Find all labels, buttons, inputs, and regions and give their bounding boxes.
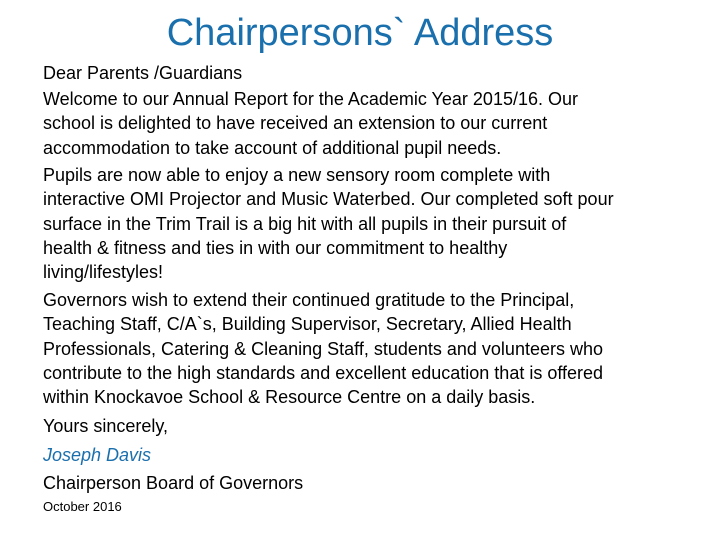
- text-line: within Knockavoe School & Resource Centre on a daily basis.: [43, 387, 536, 408]
- text-line: school is delighted to have received an extension to our current: [43, 113, 548, 134]
- text-line: health & fitness and ties in with our commitment to healthy: [43, 237, 508, 258]
- salutation: Dear Parents /Guardians: [43, 63, 243, 83]
- text-line: Teaching Staff, C/A`s, Building Supervisor, Secretary, Allied Health: [43, 314, 572, 335]
- text-line: contribute to the high standards and excellent education that is offered: [43, 362, 604, 383]
- text-line: accommodation to take account of additional pupil needs.: [43, 137, 502, 158]
- text-line: Professionals, Catering & Cleaning Staff, students and volunteers who: [43, 338, 603, 359]
- signature: Joseph Davis: [43, 445, 152, 465]
- date: October 2016: [43, 499, 122, 514]
- text-line: Pupils are now able to enjoy a new sensory room complete with: [43, 165, 551, 185]
- paragraph-gratitude: [43, 288, 603, 409]
- page-title: Chairpersons` Address: [166, 12, 554, 54]
- text-line: living/lifestyles!: [43, 262, 164, 283]
- text-line: Governors wish to extend their continued gratitude to the Principal,: [43, 290, 575, 310]
- signer-role: Chairperson Board of Governors: [43, 473, 304, 493]
- paragraph-sensory-room: [43, 163, 614, 284]
- text-line: Welcome to our Annual Report for the Academic Year 2015/16. Our: [43, 89, 578, 109]
- text-line: interactive OMI Projector and Music Waterbed. Our completed soft pour: [43, 189, 614, 210]
- paragraph-welcome: [43, 87, 578, 160]
- text-line: surface in the Trim Trail is a big hit with all pupils in their pursuit of: [43, 213, 567, 234]
- closing: Yours sincerely,: [43, 416, 169, 436]
